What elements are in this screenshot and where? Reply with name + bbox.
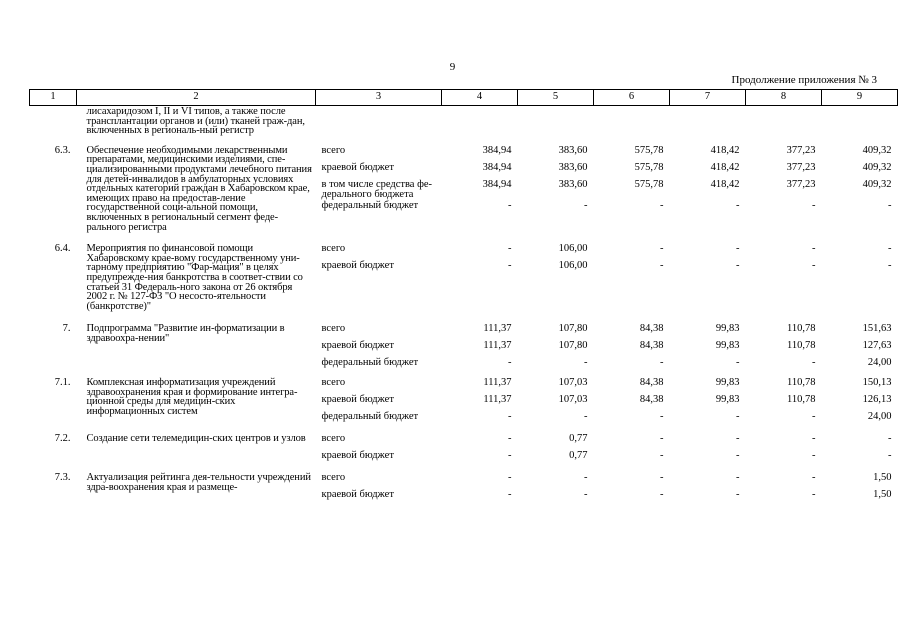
column-header: 5 [518, 90, 594, 106]
amount-value: - [660, 472, 664, 484]
amount-value: 575,78 [634, 161, 664, 173]
amount-value: - [584, 472, 588, 484]
item-description: лисахаридозом I, II и VI типов, а также после трансплантации органов и (или) тканей граж-дан, включенных в региональ-ный регистр [86, 106, 305, 137]
year-value-cell [594, 315, 670, 375]
amount-value: - [888, 450, 892, 462]
amount-value: - [508, 433, 512, 445]
amount-value: 107,03 [558, 394, 588, 406]
column-header: 7 [670, 90, 746, 106]
amount-value: 383,60 [558, 161, 588, 173]
amount-value: 84,38 [639, 394, 664, 406]
amount-value: 409,32 [862, 144, 892, 156]
amount-value: 106,00 [558, 260, 588, 272]
amount-value: 106,00 [558, 243, 588, 255]
item-number: 6.4. [54, 243, 71, 255]
year-value-cell [746, 375, 822, 429]
table-row [30, 375, 898, 429]
amount-value: 575,78 [634, 144, 664, 156]
funding-source-label: всего [321, 243, 346, 255]
year-value-cell [518, 315, 594, 375]
amount-value: 24,00 [867, 411, 892, 423]
amount-value: - [584, 489, 588, 501]
table-row [30, 468, 898, 507]
funding-source-label: всего [321, 433, 346, 445]
amount-value: - [736, 433, 740, 445]
year-value-cell [518, 106, 594, 140]
amount-value: 111,37 [483, 340, 512, 352]
amount-value: - [660, 433, 664, 445]
amount-value: - [508, 357, 512, 369]
amount-value: 127,63 [862, 340, 892, 352]
amount-value: - [736, 243, 740, 255]
column-header: 1 [30, 90, 77, 106]
year-value-cell [746, 429, 822, 468]
year-value-cell [670, 140, 746, 236]
amount-value: 99,83 [715, 377, 740, 389]
column-header: 2 [77, 90, 316, 106]
year-value-cell [822, 468, 898, 507]
table-body [30, 106, 898, 508]
amount-value: - [508, 489, 512, 501]
amount-value: - [888, 433, 892, 445]
year-value-cell [518, 429, 594, 468]
funding-source-label: всего [321, 472, 346, 484]
table-header [30, 90, 898, 106]
year-value-cell [746, 468, 822, 507]
amount-value: 384,94 [482, 161, 512, 173]
amount-value: 418,42 [710, 161, 740, 173]
amount-value: - [736, 260, 740, 272]
table-row [30, 236, 898, 315]
page-number: 9 [449, 61, 456, 73]
amount-value: 84,38 [639, 340, 664, 352]
year-value-cell [594, 236, 670, 315]
amount-value: - [736, 472, 740, 484]
item-description: Создание сети телемедицин-ских центров и узлов [86, 433, 306, 445]
amount-value: 377,23 [786, 178, 816, 190]
amount-value: 377,23 [786, 161, 816, 173]
amount-value: - [508, 243, 512, 255]
year-value-cell [594, 140, 670, 236]
amount-value: - [812, 243, 816, 255]
program-financing-table [29, 89, 898, 507]
year-value-cell [594, 106, 670, 140]
amount-value: - [660, 489, 664, 501]
item-description: Актуализация рейтинга дея-тельности учреждений здра-воохранения края и размеще- [86, 472, 311, 493]
funding-source-label: всего [321, 377, 346, 389]
item-number [30, 106, 77, 140]
amount-value: 110,78 [787, 394, 816, 406]
year-value-cell [670, 429, 746, 468]
amount-value: 409,32 [862, 178, 892, 190]
year-value-cell [442, 140, 518, 236]
year-value-cell [822, 140, 898, 236]
table-row [30, 315, 898, 375]
year-value-cell [670, 468, 746, 507]
column-header: 6 [594, 90, 670, 106]
year-value-cell [746, 106, 822, 140]
item-description: Комплексная информатизация учреждений здравоохранения края и формирование интегра-ционной среды для медицин-ских информационных систем [86, 377, 298, 418]
year-value-cell [670, 375, 746, 429]
amount-value: - [660, 450, 664, 462]
continuation-caption: Продолжение приложения № 3 [731, 74, 877, 86]
year-value-cell [670, 315, 746, 375]
year-value-cell [822, 315, 898, 375]
amount-value: 383,60 [558, 178, 588, 190]
column-header: 3 [316, 90, 442, 106]
amount-value: - [584, 357, 588, 369]
year-value-cell [594, 429, 670, 468]
year-value-cell [518, 375, 594, 429]
funding-source-label: федеральный бюджет [321, 199, 419, 211]
item-number: 7.1. [54, 377, 71, 389]
funding-source-label: краевой бюджет [321, 489, 394, 501]
funding-source-cell [316, 140, 442, 236]
funding-source-cell [316, 375, 442, 429]
column-header: 4 [442, 90, 518, 106]
amount-value: - [812, 411, 816, 423]
item-number: 6.3. [54, 144, 71, 156]
year-value-cell [822, 106, 898, 140]
funding-source-label: краевой бюджет [321, 260, 394, 272]
amount-value: - [660, 260, 664, 272]
funding-source-cell [316, 429, 442, 468]
year-value-cell [746, 236, 822, 315]
item-number: 7.2. [54, 433, 71, 445]
amount-value: 150,13 [862, 377, 892, 389]
amount-value: 1,50 [873, 472, 892, 484]
year-value-cell [518, 236, 594, 315]
year-value-cell [594, 468, 670, 507]
amount-value: - [812, 433, 816, 445]
amount-value: - [812, 472, 816, 484]
amount-value: - [508, 260, 512, 272]
amount-value: - [888, 243, 892, 255]
amount-value: - [736, 357, 740, 369]
amount-value: 24,00 [867, 357, 892, 369]
amount-value: - [660, 411, 664, 423]
year-value-cell [518, 140, 594, 236]
item-number: 7. [62, 323, 71, 335]
amount-value: - [584, 411, 588, 423]
amount-value: - [812, 199, 816, 211]
item-number: 7.3. [54, 472, 71, 484]
amount-value: 99,83 [715, 340, 740, 352]
year-value-cell [822, 375, 898, 429]
year-value-cell [670, 106, 746, 140]
item-description: Мероприятия по финансовой помощи Хабаровскому крае-вому государственному уни-тарному предприятию "Фар-мация" в целях предупрежде-ния банкротства в соответ-ствии со статьей 31 Федераль-ного закона от 26 октября 2002 г. № 127-ФЗ "О несосто-ятельности (банкротстве)" [86, 243, 303, 312]
year-value-cell [746, 140, 822, 236]
amount-value: - [584, 199, 588, 211]
year-value-cell [746, 315, 822, 375]
funding-source-cell [316, 236, 442, 315]
amount-value: - [812, 357, 816, 369]
amount-value: 111,37 [483, 394, 512, 406]
amount-value: - [508, 199, 512, 211]
table-row [30, 106, 898, 140]
amount-value: - [508, 411, 512, 423]
funding-source-label: краевой бюджет [321, 450, 394, 462]
amount-value: 107,80 [558, 323, 588, 335]
amount-value: 107,80 [558, 340, 588, 352]
year-value-cell [822, 429, 898, 468]
amount-value: 84,38 [639, 377, 664, 389]
amount-value: - [660, 199, 664, 211]
amount-value: 1,50 [873, 489, 892, 501]
amount-value: 99,83 [715, 323, 740, 335]
year-value-cell [442, 429, 518, 468]
amount-value: 111,37 [483, 323, 512, 335]
year-value-cell [442, 106, 518, 140]
amount-value: 409,32 [862, 161, 892, 173]
amount-value: - [736, 199, 740, 211]
year-value-cell [442, 375, 518, 429]
funding-source-label: всего [321, 144, 346, 156]
amount-value: - [660, 243, 664, 255]
amount-value: 107,03 [558, 377, 588, 389]
table-row [30, 429, 898, 468]
year-value-cell [822, 236, 898, 315]
funding-source-label: краевой бюджет [321, 340, 394, 352]
year-value-cell [442, 236, 518, 315]
amount-value: - [736, 411, 740, 423]
amount-value: 0,77 [569, 433, 588, 445]
item-description: Обеспечение необходимыми лекарственными препаратами, медицинскими изделиями, спе-циализированными продуктами лечебного питания для детей-инвалидов в амбулаторных условиях отдельных категорий граждан в Хабаровском крае, имеющих право на предостав-ление государственной соци-альной помощи, включенных в региональный сегмент феде-рального регистра [86, 144, 312, 233]
amount-value: 575,78 [634, 178, 664, 190]
funding-source-cell [316, 468, 442, 507]
year-value-cell [670, 236, 746, 315]
amount-value: 84,38 [639, 323, 664, 335]
amount-value: - [508, 472, 512, 484]
amount-value: - [736, 489, 740, 501]
amount-value: - [888, 199, 892, 211]
amount-value: - [812, 489, 816, 501]
amount-value: 0,77 [569, 450, 588, 462]
amount-value: 383,60 [558, 144, 588, 156]
funding-source-label: федеральный бюджет [321, 357, 419, 369]
amount-value: 384,94 [482, 178, 512, 190]
amount-value: - [888, 260, 892, 272]
amount-value: 126,13 [862, 394, 892, 406]
amount-value: - [736, 450, 740, 462]
year-value-cell [442, 468, 518, 507]
amount-value: 99,83 [715, 394, 740, 406]
year-value-cell [442, 315, 518, 375]
header-row [30, 90, 898, 106]
funding-source-label: всего [321, 323, 346, 335]
amount-value: 110,78 [787, 377, 816, 389]
amount-value: 418,42 [710, 178, 740, 190]
item-description: Подпрограмма "Развитие ин-форматизации в здравоохра-нении" [86, 323, 285, 344]
funding-source-label: федеральный бюджет [321, 411, 419, 423]
amount-value: 111,37 [483, 377, 512, 389]
amount-value: 377,23 [786, 144, 816, 156]
year-value-cell [594, 375, 670, 429]
year-value-cell [518, 468, 594, 507]
amount-value: 110,78 [787, 323, 816, 335]
table-row [30, 140, 898, 236]
funding-source-cell [316, 315, 442, 375]
funding-source-label: краевой бюджет [321, 394, 394, 406]
amount-value: - [508, 450, 512, 462]
column-header: 8 [746, 90, 822, 106]
funding-source-label: краевой бюджет [321, 161, 394, 173]
amount-value: 110,78 [787, 340, 816, 352]
amount-value: - [812, 450, 816, 462]
amount-value: - [660, 357, 664, 369]
amount-value: - [812, 260, 816, 272]
amount-value: 151,63 [862, 323, 892, 335]
amount-value: 418,42 [710, 144, 740, 156]
column-header: 9 [822, 90, 898, 106]
funding-source-label: в том числе средства фе-дерального бюджета [321, 178, 433, 201]
funding-source-cell [316, 106, 442, 140]
amount-value: 384,94 [482, 144, 512, 156]
